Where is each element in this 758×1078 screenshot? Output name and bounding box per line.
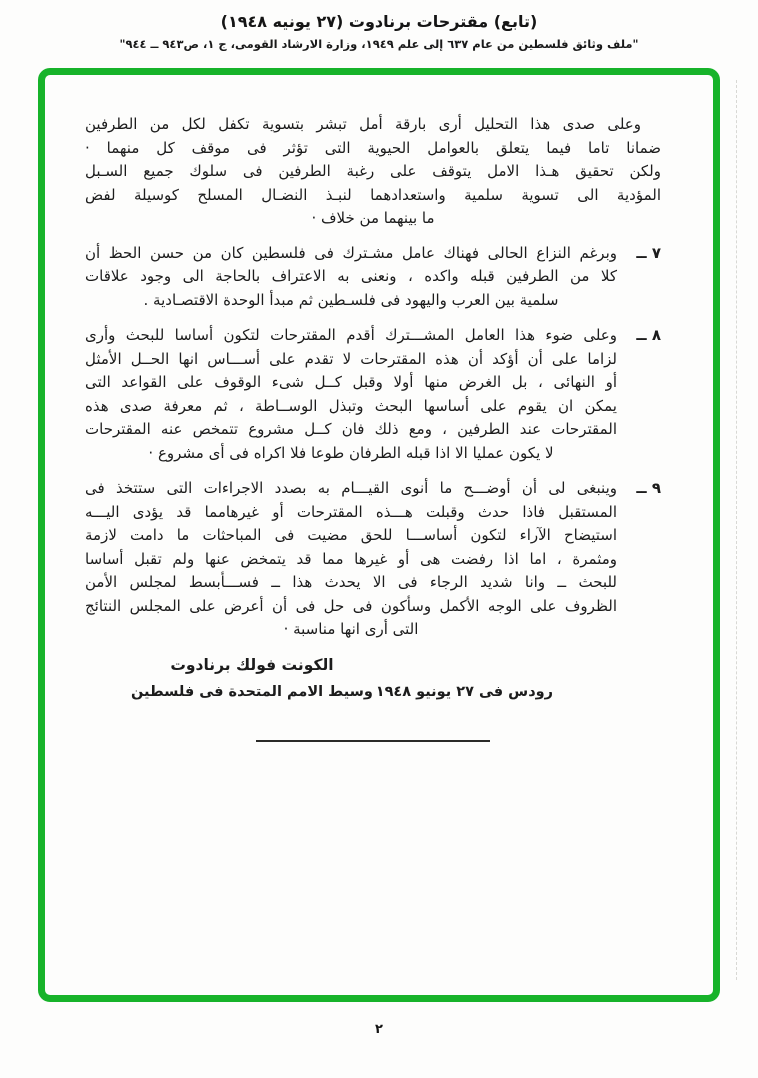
text-line: ولكن تحقيق هـذا الامل يتوقف على رغبة الطرفين فى سلوك جميع السـبل (85, 162, 661, 180)
text-line: يمكن ان يقوم على أساسها البحث وتبذل الوســاطة ، ثم معرفة صدى هذه (85, 396, 617, 415)
document-source-citation: "ملف وثائق فلسطين من عام ٦٣٧ إلى علم ١٩٤٩، وزارة الارشاد القومى، ج ١، ص٩٤٣ ــ ٩٤٤" (119, 37, 639, 51)
text-line: كلا من الطرفين قبله واكده ، ونعنى به الاعتراف بالحاجة الى وجود علاقات (85, 267, 617, 285)
text-line: التى أرى انها مناسبة · (283, 620, 419, 638)
signatory-name: الكونت فولك برنادوت (170, 655, 334, 674)
intro-paragraph (85, 113, 661, 231)
clause-8-text (85, 324, 617, 465)
clause-7-number: ٧ ــ (636, 243, 661, 262)
scan-artifact-line (736, 80, 737, 980)
text-line: ما بينهما من خلاف · (311, 209, 435, 227)
highlight-frame (38, 68, 720, 1002)
text-line: وبرغم النزاع الحالى فهناك عامل مشـترك فى فلسطين كان من حسن الحظ أن (85, 243, 617, 262)
text-line: ومثمرة ، اما اذا رفضت هى أو غيرها مما قد يتمخض عنها ولم تقبل أساسا (85, 549, 617, 568)
signatory (131, 656, 373, 700)
document-title: (تابع) مقترحات برنادوت (٢٧ يونيه ١٩٤٨) (220, 12, 538, 31)
text-line: للبحث ــ وانا شديد الرجاء فى الا يحدث هذا ــ فســـأبسط لمجلس الأمن (85, 573, 617, 591)
text-line: المقترحات عند الطرفين ، ومع ذلك فان كــل مشروع تتمخص عنه المقترحات (85, 420, 617, 438)
page-header (0, 12, 758, 51)
text-line: استيضاح الآراء لتكون أساســـا للحق مضيت فى المباحثات ما دامت لازمة (85, 526, 617, 544)
clause-8-number: ٨ ــ (636, 326, 661, 344)
text-line: وعلى ضوء هذا العامل المشـــترك أقدم المقترحات لتكون أساسا للبحث وأرى (85, 326, 617, 344)
text-line: وعلى صدى هذا التحليل أرى بارقة أمل تبشر بتسوية تكفل لكل من الطرفين (85, 115, 641, 133)
clause-7 (85, 242, 661, 313)
divider-rule (256, 740, 490, 743)
document-body (85, 113, 661, 742)
clause-7-text (85, 242, 617, 313)
clause-9-number: ٩ ــ (636, 479, 661, 497)
text-line: لا يكون عمليا الا اذا قبله الطرفان طوعا فلا اكراه فى أى مشروع · (148, 443, 554, 462)
text-line: سلمية بين العرب واليهود فى فلسـطين ثم مبدأ الوحدة الاقتصـادية . (143, 290, 559, 309)
clause-8 (85, 324, 661, 465)
text-line: أو النهائى ، بل الغرض منها أولا وقبل كــل شىء الوقوف على القواعد التى (85, 373, 617, 391)
text-line: وينبغى لى أن أوضـــح ما أنوى القيـــام به بصدد الاجراءات التى ستتخذ فى (85, 479, 617, 497)
clause-9-text (85, 477, 617, 642)
signatory-title: وسيط الامم المتحدة فى فلسطين (131, 683, 373, 700)
text-line: المستقبل فاذا حدث وقبلت هـــذه المقترحات أو غيرهامما قد يؤدى اليـــه (85, 502, 617, 521)
page-number: ٢ (375, 1022, 383, 1037)
signature-place-date: رودس فى ٢٧ يونيو ١٩٤٨ (375, 683, 553, 700)
clause-9 (85, 477, 661, 642)
signature-block (85, 656, 661, 700)
text-line: لزاما على أن أؤكد أن هذه المقترحات لا تقدم على أســـاس انها الحــل الأمثل (85, 349, 617, 368)
text-line: ضمانا تاما فيما يتعلق بالعوامل الحيوية التى تؤثر فى موقف كل منهما · (85, 138, 661, 157)
text-line: الظروف على الوجه الأكمل وسأكون فى حل فى أن أعرض على المجلس النتائج (85, 596, 617, 615)
text-line: المؤدية الى تسوية سلمية واستعدادهما لنبـذ النضـال المسلح كوسيلة لفض (85, 185, 661, 204)
